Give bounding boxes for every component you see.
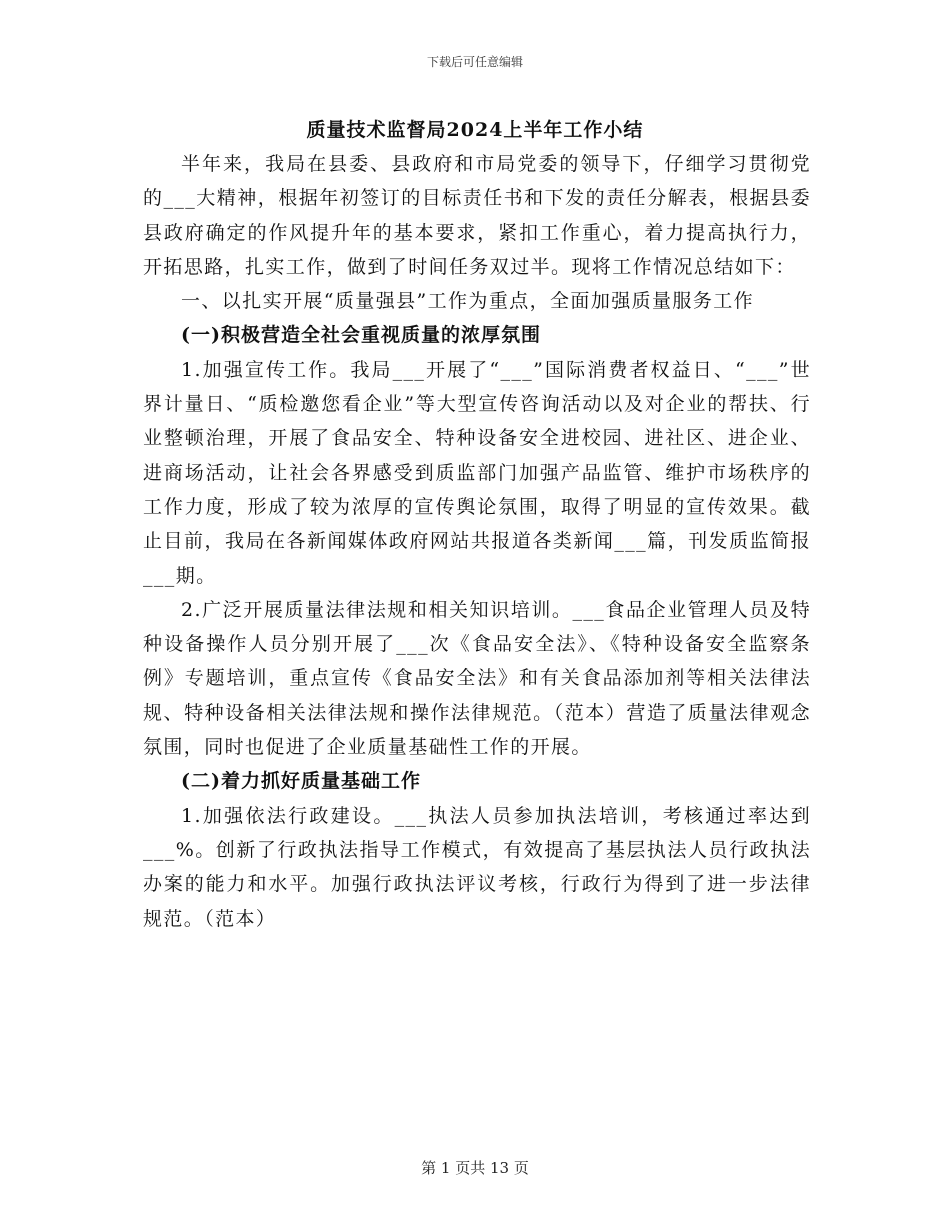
paragraph-publicity: 1.加强宣传工作。我局___开展了“___”国际消费者权益日、“___”世界计量日、“质检邀您看企业”等大型宣传咨询活动以及对企业的帮扶、行业整顿治理，开展了食品安全、特种设备安全进校园、进社区、进企业、进商场活动，让社会各界感受到质监部门加强产品监管、维护市场秩序的工作力度，形成了较为浓厚的宣传舆论氛围，取得了明显的宣传效果。截止目前，我局在各新闻媒体政府网站共报道各类新闻___篇，刊发质监简报___期。 xyxy=(143,358,811,587)
document-body xyxy=(143,147,811,936)
section-heading-1: 一、以扎实开展“质量强县”工作为重点，全面加强质量服务工作 xyxy=(181,290,755,313)
paragraph-training: 2.广泛开展质量法律法规和相关知识培训。___食品企业管理人员及特种设备操作人员分别开展了___次《食品安全法》、《特种设备安全监察条例》专题培训，重点宣传《食品安全法》和有关食品添加剂等相关法律法规、特种设备相关法律法规和操作法律规范。（范本）营造了质量法律观念氛围，同时也促进了企业质量基础性工作的开展。 xyxy=(143,598,811,759)
header-note: 下载后可任意编辑 xyxy=(426,55,523,69)
paragraph-law-enforcement: 1.加强依法行政建设。___执法人员参加执法培训，考核通过率达到___%。创新了行政执法指导工作模式，有效提高了基层执法人员行政执法办案的能力和水平。加强行政执法评议考核，行政行为得到了进一步法律规范。（范本） xyxy=(143,804,811,930)
subsection-heading-2: (二)着力抓好质量基础工作 xyxy=(181,770,421,793)
document-title: 质量技术监督局2024上半年工作小结 xyxy=(306,119,644,141)
page-footer: 第 1 页共 13 页 xyxy=(421,1159,529,1177)
subsection-heading-1: (一)积极营造全社会重视质量的浓厚氛围 xyxy=(181,324,541,347)
intro-paragraph: 半年来，我局在县委、县政府和市局党委的领导下，仔细学习贯彻党的___大精神，根据年初签订的目标责任书和下发的责任分解表，根据县委县政府确定的作风提升年的基本要求，紧扣工作重心，着力提高执行力，开拓思路，扎实工作，做到了时间任务双过半。现将工作情况总结如下： xyxy=(143,153,811,278)
